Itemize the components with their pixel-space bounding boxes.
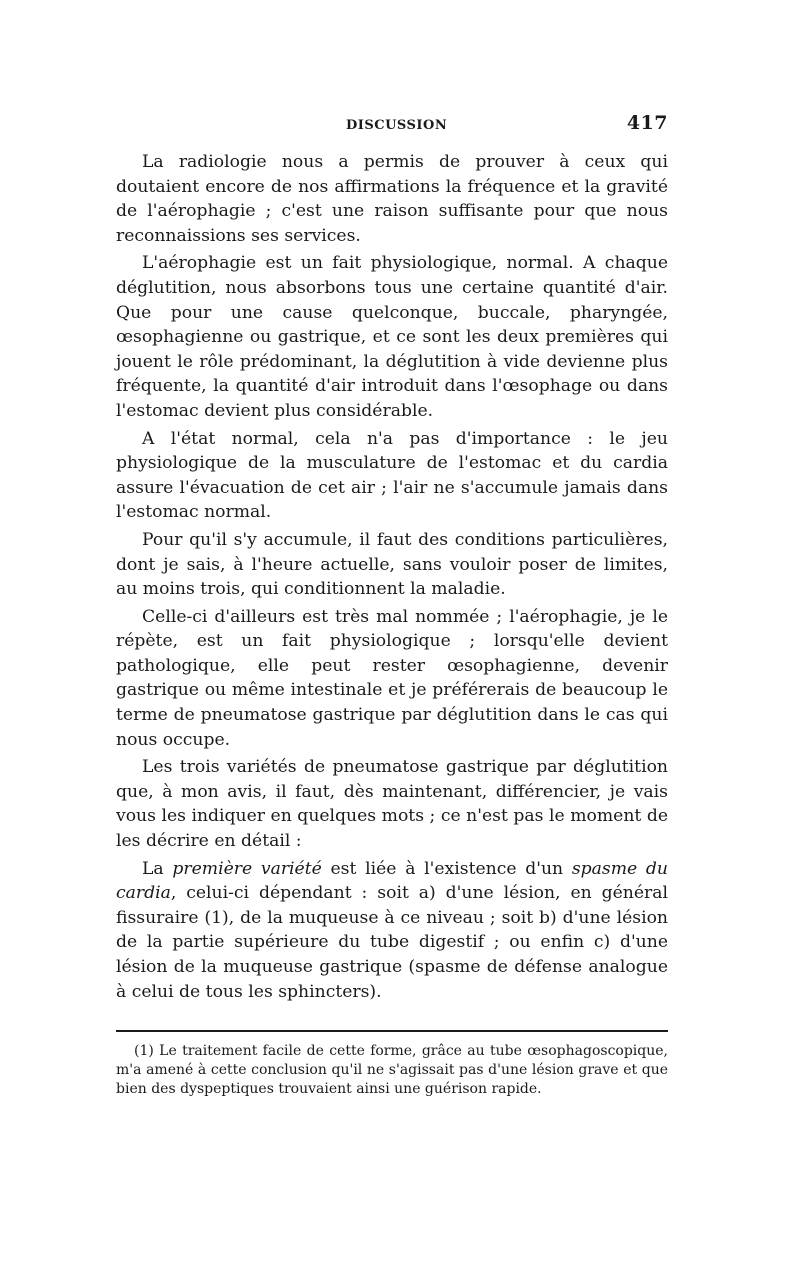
running-title: DISCUSSION	[346, 118, 448, 133]
paragraph-7-emphasis-b: spasme du cardia	[116, 858, 668, 904]
paragraph-6: Les trois variétés de pneumatose gastrique par déglutition que, à mon avis, il faut, dès maintenant, différencier, je vais vous les indiquer en quelques mots ; ce n'est pas le moment de les décrire en détail :	[116, 757, 668, 852]
paragraph-7-text-a: La	[142, 858, 173, 879]
paragraph-7-text-c: , celui-ci dépendant : soit a) d'une lésion, en général fissuraire (1), de la muqueuse à ce niveau ; soit b) d'une lésion de la partie supérieure du tube digestif ; ou enfin c) d'une lésion de la muqueuse gastrique (spasme de défense analogue à celui de tous les sphincters).	[116, 883, 668, 1002]
paragraph-5: Celle-ci d'ailleurs est très mal nommée ; l'aérophagie, je le répète, est un fait physiologique ; lorsqu'elle devient pathologique, elle peut rester œsophagienne, devenir gastrique ou même intestinale et je préférerais de beaucoup le terme de pneumatose gastrique par déglutition dans le cas qui nous occupe.	[116, 606, 668, 750]
footnote: (1) Le traitement facile de cette forme, grâce au tube œsophagoscopique, m'a amené à cette conclusion qu'il ne s'agissait pas d'une lésion grave et que bien des dyspeptiques trouvaient ainsi une guérison rapide.	[116, 1043, 668, 1098]
running-head	[116, 112, 668, 138]
footnote-divider	[116, 1030, 668, 1032]
paragraph-4: Pour qu'il s'y accumule, il faut des conditions particulières, dont je sais, à l'heure actuelle, sans vouloir poser de limites, au moins trois, qui conditionnent la maladie.	[116, 529, 668, 600]
paragraph-7	[116, 857, 668, 1005]
paragraph-7-text-b: est liée à l'existence d'un	[321, 858, 572, 879]
paragraph-2: L'aérophagie est un fait physiologique, normal. A chaque déglutition, nous absorbons tous une certaine quantité d'air. Que pour une cause quelconque, buccale, pharyngée, œsophagienne ou gastrique, et ce sont les deux premières qui jouent le rôle prédominant, la déglutition à vide devienne plus fréquente, la quantité d'air introduit dans l'œsophage ou dans l'estomac devient plus considérable.	[116, 253, 668, 421]
paragraph-7-emphasis-a: première variété	[172, 858, 322, 879]
body-text	[116, 150, 668, 1004]
book-page	[116, 112, 668, 1113]
page-number: 417	[626, 112, 668, 134]
paragraph-1: La radiologie nous a permis de prouver à ceux qui doutaient encore de nos affirmations la fréquence et la gravité de l'aérophagie ; c'est une raison suffisante pour que nous reconnaissions ses services.	[116, 152, 668, 246]
paragraph-3: A l'état normal, cela n'a pas d'importance : le jeu physiologique de la musculature de l'estomac et du cardia assure l'évacuation de cet air ; l'air ne s'accumule jamais dans l'estomac normal.	[116, 428, 668, 523]
